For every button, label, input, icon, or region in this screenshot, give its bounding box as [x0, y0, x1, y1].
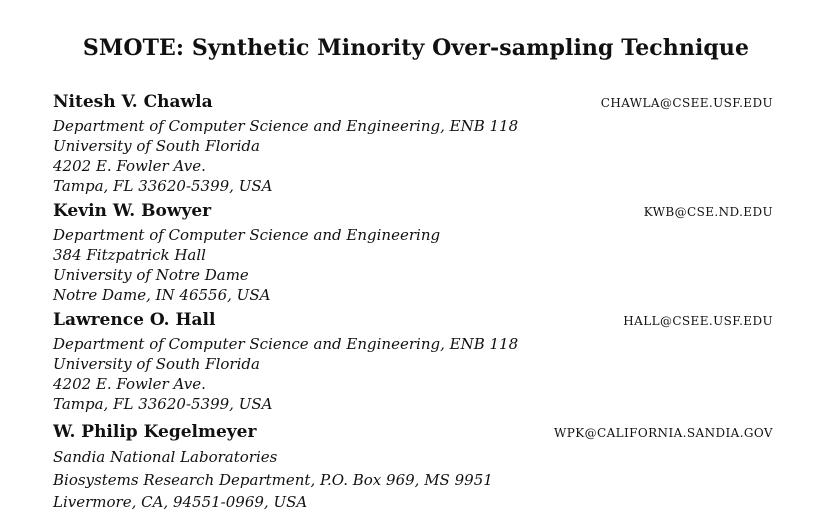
author-block — [53, 422, 773, 514]
affiliation-line: Livermore, CA, 94551-0969, USA — [53, 493, 308, 511]
author-name: Lawrence O. Hall — [53, 310, 216, 330]
author-block — [53, 92, 773, 196]
author-name: Nitesh V. Chawla — [53, 92, 213, 112]
affiliation-line: Department of Computer Science and Engineering, ENB 118 — [53, 335, 519, 353]
affiliation-line: Department of Computer Science and Engineering — [53, 226, 441, 244]
author-header — [53, 92, 773, 116]
author-name: W. Philip Kegelmeyer — [53, 422, 257, 442]
author-email: WPK@CALIFORNIA.SANDIA.GOV — [554, 426, 773, 440]
affiliation-line: 4202 E. Fowler Ave. — [53, 375, 206, 393]
affiliation-line: University of South Florida — [53, 137, 260, 155]
author-email: CHAWLA@CSEE.USF.EDU — [600, 96, 773, 110]
affiliation-line: Notre Dame, IN 46556, USA — [53, 286, 271, 304]
author-header — [53, 201, 773, 225]
author-name: Kevin W. Bowyer — [53, 201, 212, 221]
affiliation-line: Sandia National Laboratories — [53, 448, 278, 466]
author-email: KWB@CSE.ND.EDU — [643, 205, 773, 219]
affiliation-line: 4202 E. Fowler Ave. — [53, 157, 206, 175]
affiliation-line: 384 Fitzpatrick Hall — [53, 246, 206, 264]
affiliation-line: Department of Computer Science and Engineering, ENB 118 — [53, 117, 519, 135]
author-email: HALL@CSEE.USF.EDU — [623, 314, 773, 328]
affiliation-line: Tampa, FL 33620-5399, USA — [53, 395, 273, 413]
affiliation-line: University of South Florida — [53, 355, 260, 373]
author-block — [53, 201, 773, 305]
author-block — [53, 310, 773, 414]
author-header — [53, 422, 773, 446]
paper-title: SMOTE: Synthetic Minority Over-sampling Technique — [82, 35, 750, 61]
author-header — [53, 310, 773, 334]
affiliation-line: Tampa, FL 33620-5399, USA — [53, 177, 273, 195]
affiliation-line: University of Notre Dame — [53, 266, 249, 284]
affiliation-line: Biosystems Research Department, P.O. Box 969, MS 9951 — [53, 470, 493, 489]
